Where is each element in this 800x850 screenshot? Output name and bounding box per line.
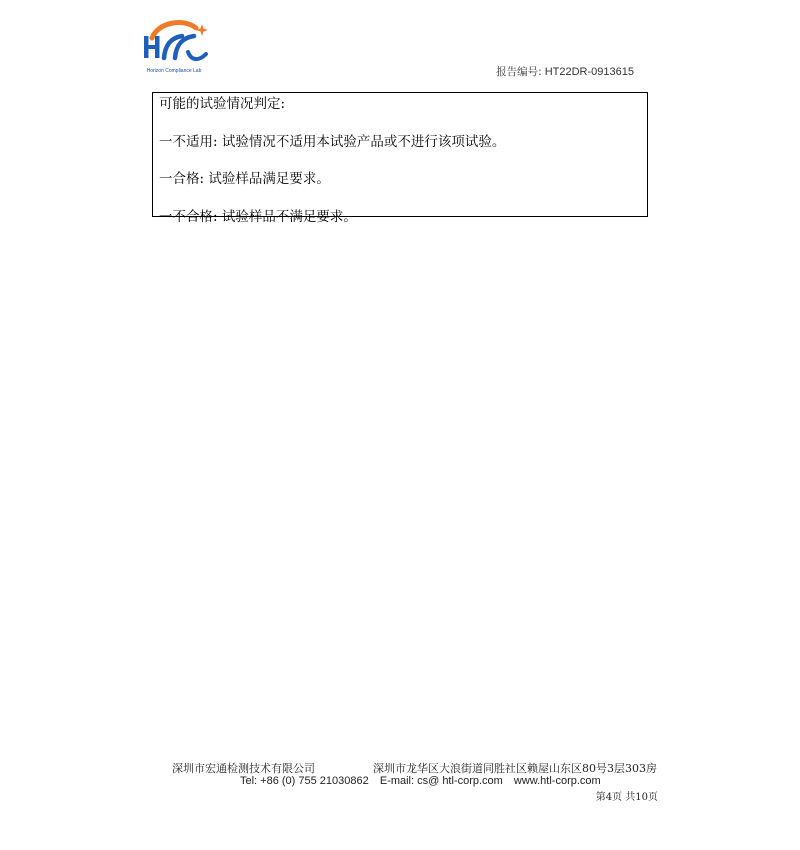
page-number: 第4页 共10页 bbox=[595, 792, 658, 803]
htl-logo-icon bbox=[138, 18, 210, 68]
footer-email: E-mail: cs@ htl-corp.com bbox=[379, 775, 503, 787]
company-logo bbox=[138, 18, 210, 76]
criteria-item-pass: 一合格: 试验样品满足要求。 bbox=[159, 171, 330, 187]
logo-caption: Horizon Compliance Lab bbox=[146, 68, 202, 74]
report-number-label: 报告编号: bbox=[496, 66, 542, 78]
footer-address: 深圳市龙华区大浪街道同胜社区赖屋山东区80号3层303房 bbox=[373, 762, 657, 775]
verdict-criteria-box bbox=[152, 92, 648, 225]
report-number-value: HT22DR-0913615 bbox=[544, 66, 634, 78]
criteria-title: 可能的试验情况判定: bbox=[159, 96, 286, 112]
criteria-item-not-applicable: 一不适用: 试验情况不适用本试验产品或不进行该项试验。 bbox=[159, 133, 506, 150]
footer-contact bbox=[240, 775, 609, 787]
report-number bbox=[496, 64, 634, 79]
criteria-item-fail: 一不合格: 试验样品不满足要求。 bbox=[159, 208, 357, 225]
footer-tel: Tel: +86 (0) 755 21030862 bbox=[240, 775, 369, 787]
footer-company-name: 深圳市宏通检测技术有限公司 bbox=[172, 762, 315, 775]
footer-website: www.htl-corp.com bbox=[513, 775, 601, 787]
